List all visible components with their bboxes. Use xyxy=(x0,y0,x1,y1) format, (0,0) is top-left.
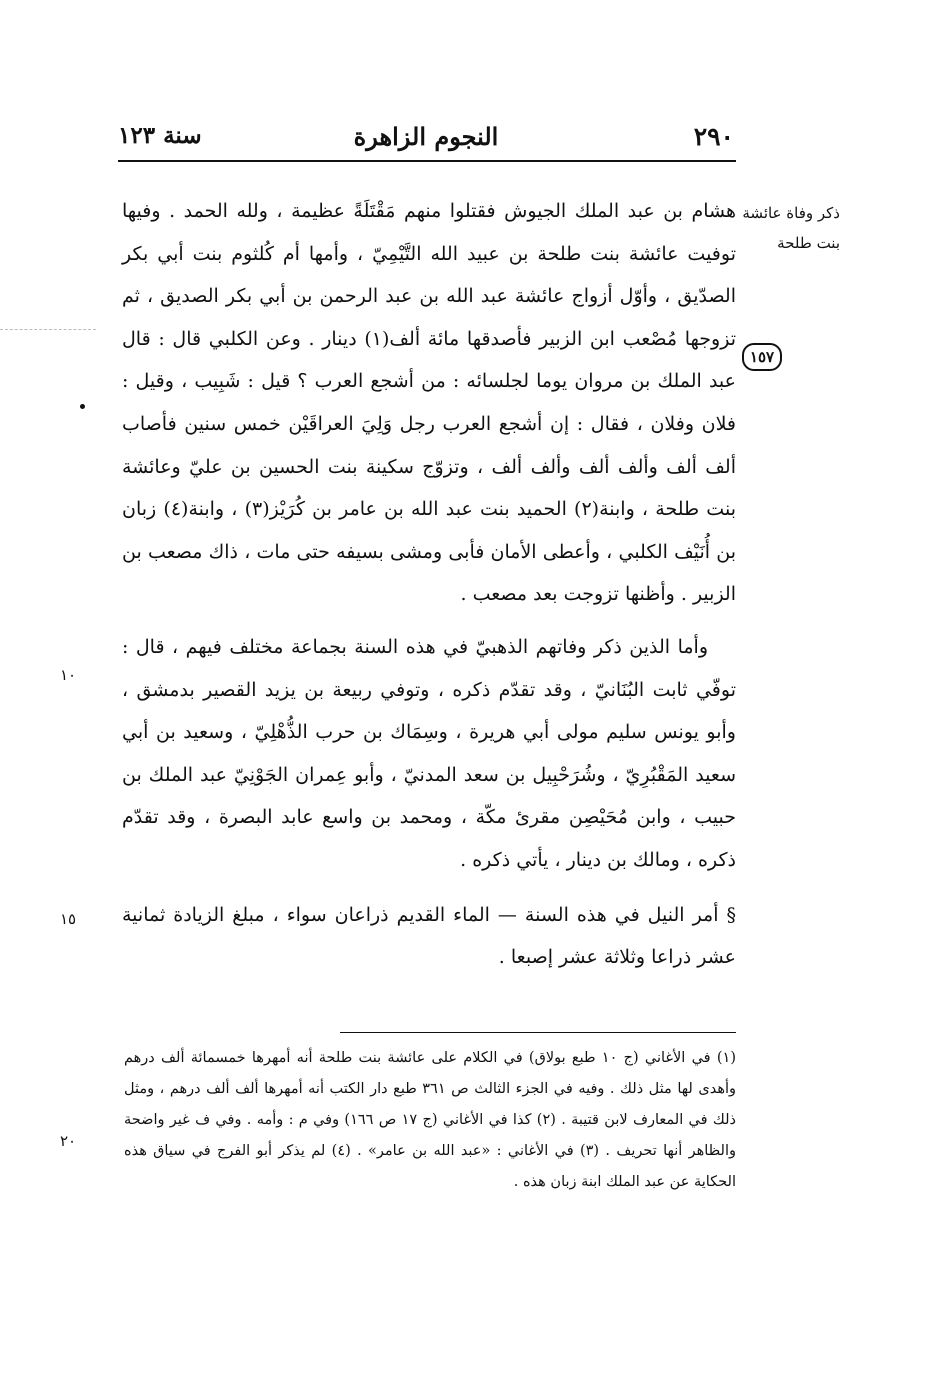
page-header xyxy=(118,122,734,162)
line-number-20: ٢٠ xyxy=(60,1132,77,1150)
main-text xyxy=(122,190,736,979)
year-label: سنة ١٢٣ xyxy=(118,122,202,149)
header-rule xyxy=(118,160,736,162)
margin-dot xyxy=(80,404,85,409)
margin-note: ذكر وفاة عائشة بنت طلحة xyxy=(742,204,840,252)
margin-marker: ١٥٧ xyxy=(742,343,782,371)
paragraph-deaths: وأما الذين ذكر وفاتهم الذهبيّ في هذه السنة بجماعة مختلف فيهم ، قال : توفّي ثابت البُنَانيّ ، وقد تقدّم ذكره ، وتوفي ربيعة بن يزيد القصير بدمشق ، وأبو يونس سليم مولى أبي هريرة ، وسِمَاك بن حرب الذُّهْلِيّ ، وسعيد بن أبي سعيد المَقْبُرِيّ ، وشُرَحْبِيل بن سعد المدنيّ ، وأبو عِمران الجَوْنِيّ عبد الملك بن حبيب ، وابن مُحَيْصِن مقرئ مكّة ، ومحمد بن واسع عابد البصرة ، وقد تقدّم ذكره ، ومالك بن دينار ، يأتي ذكره . xyxy=(122,635,736,871)
paragraph-aisha: هشام بن عبد الملك الجيوش فقتلوا منهم مَقْتَلَةً عظيمة ، ولله الحمد . وفيها توفيت عائشة بنت طلحة بن عبيد الله التَّيْمِيّ ، وأمها أم كُلثوم بنت أبي بكر الصدّيق ، وأوّل أزواج عائشة عبد الله بن عبد الرحمن بن أبي بكر الصديق ، ثم تزوجها مُصْعب ابن الزبير فأصدقها مائة ألف(١) دينار . وعن الكلبي قال : قال عبد الملك بن مروان يوما لجلسائه : من أشجع العرب ؟ قيل : شَبِيب ، وقيل : فلان وفلان ، فقال : إن أشجع العرب رجل وَلِيَ العراقَيْن خمس سنين فأصاب ألف ألف وألف ألف وألف ألف ، وتزوّج سكينة بنت الحسين بن عليّ وعائشة بنت طلحة ، وابنة(٢) الحميد بنت عبد الله بن عامر بن كُرَيْز(٣) ، وابنة(٤) زبان بن أُنَيْف الكلبي ، وأعطى الأمان فأبى ومشى بسيفه حتى مات ، ذاك مصعب بن الزبير . وأظنها تزوجت بعد مصعب . xyxy=(122,200,737,606)
running-title: النجوم الزاهرة xyxy=(353,122,499,151)
line-number-10: ١٠ xyxy=(60,666,77,684)
footnote-text: (١) في الأغاني (ج ١٠ طبع بولاق) في الكلام على عائشة بنت طلحة أنه أمهرها خمسمائة ألف درهم وأهدى لها مثل ذلك . وفيه في الجزء الثالث ص ٣٦١ طبع دار الكتب أنه أمهرها ألف ألف درهم ، ومثل ذلك في المعارف لابن قتيبة . (٢) كذا في الأغاني (ج ١٧ ص ١٦٦) وفي م : وأمه . وفي ف غير واضحة والظاهر أنها تحريف . (٣) في الأغاني : «عبد الله بن عامر» . (٤) لم يذكر أبو الفرج في سياق هذه الحكاية عن عبد الملك ابنة زبان هذه . xyxy=(124,1050,737,1190)
scan-artifact-line xyxy=(0,329,96,330)
paragraph-nile: § أمر النيل في هذه السنة — الماء القديم ذراعان سواء ، مبلغ الزيادة ثمانية عشر ذراعا وثلاثة عشر إصبعا . xyxy=(122,903,736,969)
footnote-rule xyxy=(340,1032,736,1033)
page-number: ٢٩٠ xyxy=(693,122,734,151)
line-number-15: ١٥ xyxy=(60,910,77,928)
footnotes xyxy=(124,1043,736,1198)
